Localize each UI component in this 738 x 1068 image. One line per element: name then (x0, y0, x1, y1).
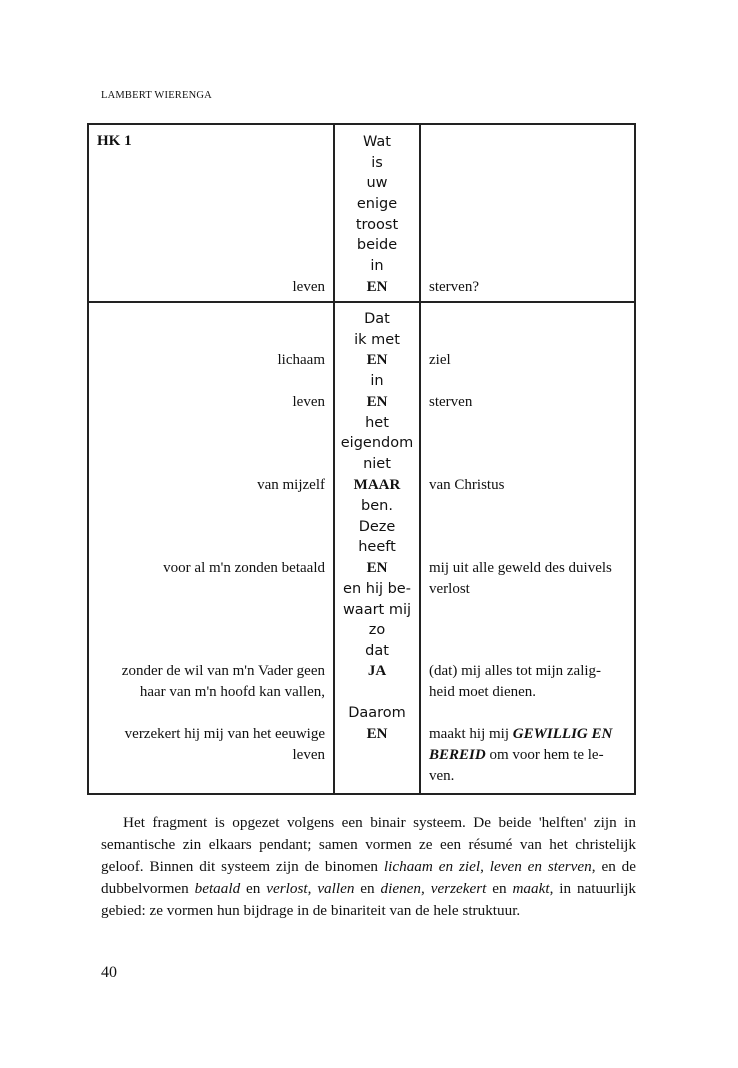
middle-cell-text: troost (355, 217, 399, 233)
italic-term: maakt (512, 880, 550, 897)
right-cell-text: heid moet dienen. (429, 684, 537, 700)
right-cell-text: ziel (429, 352, 451, 368)
text-run: , (307, 880, 318, 897)
text-run: en (240, 880, 267, 897)
table-heading: HK 1 (97, 133, 132, 149)
middle-cell-text: eigendom (340, 435, 414, 451)
text-run: , (421, 880, 431, 897)
section-1-left-column (89, 125, 335, 301)
section-1-middle-column (335, 125, 421, 301)
middle-cell-keyword: EN (366, 352, 388, 368)
middle-cell-text: ben. (361, 498, 393, 514)
italic-term: vallen (317, 880, 355, 897)
emphasis-text: BEREID (429, 747, 486, 763)
section-2-middle-column (335, 303, 421, 793)
text-run: , (480, 858, 490, 875)
middle-cell-text: het (365, 415, 389, 431)
right-cell-text: mij uit alle geweld des duivels (429, 560, 612, 576)
middle-cell-text: is (371, 155, 383, 171)
right-cell-text (429, 724, 628, 744)
section-1-right-column (421, 125, 634, 301)
right-cell-text: sterven? (429, 279, 479, 295)
left-cell-text: zonder de wil van m'n Vader geen (121, 663, 325, 679)
right-cell-text (429, 745, 628, 765)
italic-term: verlost (266, 880, 308, 897)
running-header: LAMBERT WIERENGA (101, 90, 212, 101)
right-cell-text: sterven (429, 394, 473, 410)
middle-cell-text: Daarom (348, 705, 406, 721)
italic-term: verzekert (430, 880, 487, 897)
right-cell-text: van Christus (429, 477, 505, 493)
right-cell-text: maakt hij mij (429, 726, 513, 742)
table-section-1 (89, 125, 634, 301)
middle-cell-text: beide (356, 237, 398, 253)
paragraph-text (101, 812, 636, 922)
text-run: , in natuurlijk gebied: ze vormen hun bijdrage in de binariteit van de hele struktuur. (101, 880, 637, 919)
table-section-2 (89, 301, 634, 793)
left-cell-text: leven (292, 394, 325, 410)
left-cell-text: voor al m'n zonden betaald (163, 560, 325, 576)
catechism-table (87, 123, 636, 795)
section-2-right-column (421, 303, 634, 793)
italic-term: betaald (194, 880, 241, 897)
middle-cell-keyword: EN (366, 279, 388, 295)
italic-term: dienen (380, 880, 422, 897)
left-cell-text: leven (292, 279, 325, 295)
middle-cell-text: en hij be- (343, 581, 411, 597)
right-cell-text: ven. (429, 768, 455, 784)
left-cell-text: verzekert hij mij van het eeuwige (124, 726, 325, 742)
middle-cell-text: Wat (363, 134, 391, 150)
text-run: , en de dubbelvormen (101, 858, 637, 897)
right-cell-text: verlost (429, 581, 470, 597)
left-cell-text: van mijzelf (257, 477, 325, 493)
middle-cell-text: heeft (358, 539, 396, 555)
middle-cell-keyword: EN (366, 560, 388, 576)
text-run: Het fragment is opgezet volgens een binair systeem. De beide 'helften' zijn in semantische zin elkaars pendant; samen vormen ze een résumé van het christelijk geloof. Binnen dit systeem zijn de binomen (101, 814, 636, 875)
middle-cell-text: uw (366, 175, 388, 191)
italic-term: leven en sterven (489, 858, 592, 875)
text-run: en (354, 880, 381, 897)
middle-cell-text: enige (356, 196, 398, 212)
emphasis-text: GEWILLIG EN (512, 726, 613, 742)
middle-cell-text: niet (363, 456, 391, 472)
middle-cell-text: waart mij (342, 602, 412, 618)
middle-cell-text: dat (365, 643, 389, 659)
text-run: en (486, 880, 513, 897)
middle-cell-text: ik met (354, 332, 400, 348)
middle-cell-keyword: MAAR (353, 477, 401, 493)
middle-cell-text: in (370, 373, 384, 389)
middle-cell-text: Deze (358, 519, 396, 535)
right-cell-text: (dat) mij alles tot mijn zalig- (429, 663, 602, 679)
left-cell-text: haar van m'n hoofd kan vallen, (139, 684, 325, 700)
page-number: 40 (101, 964, 117, 981)
right-cell-text: om voor hem te le- (485, 747, 604, 763)
middle-cell-keyword: JA (367, 663, 387, 679)
middle-cell-text: Dat (364, 311, 390, 327)
left-cell-text: leven (292, 747, 325, 763)
middle-cell-text: in (370, 258, 384, 274)
body-paragraph (101, 812, 636, 922)
italic-term: lichaam en ziel (383, 858, 481, 875)
left-cell-text: lichaam (277, 352, 325, 368)
section-2-left-column (89, 303, 335, 793)
middle-cell-keyword: EN (366, 394, 388, 410)
middle-cell-keyword: EN (366, 726, 388, 742)
middle-cell-text: zo (368, 622, 386, 638)
